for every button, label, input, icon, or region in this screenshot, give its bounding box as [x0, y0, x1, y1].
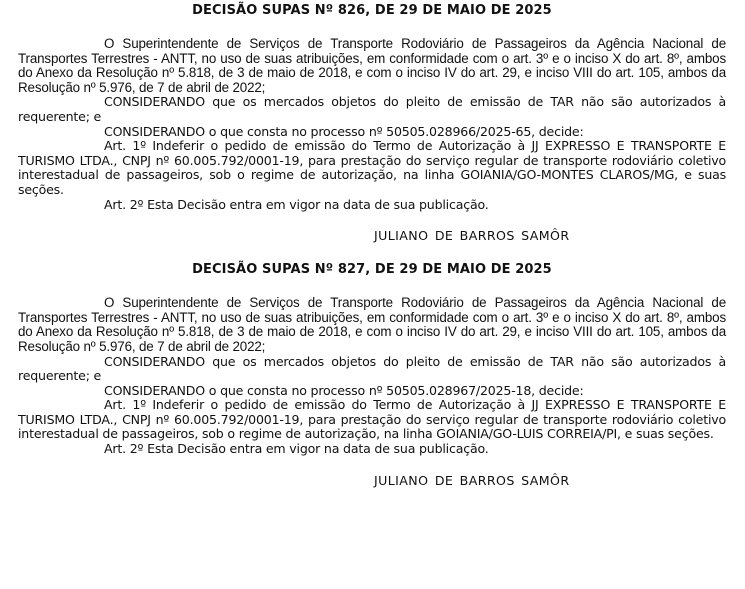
article-1: Art. 1º Indeferir o pedido de emissão do Termo de Autorização à JJ EXPRESSO E TRANSPORTE E TURISMO LTDA., CNPJ nº 60.005.792/0001-19, para prestação do serviço regular de transporte rodoviário coletivo interestadual de passageiros, sob o regime de autorização, na linha GOIANIA/GO-MONTES CLAROS/MG, e suas seções. [18, 138, 726, 197]
decision-preamble: O Superintendente de Serviços de Transporte Rodoviário de Passageiros da Agência Nacional de Transportes Terrestres - ANTT, no uso de suas atribuições, em conformidade com o art. 3º e o inciso X do art. 8º, ambos do Anexo da Resolução nº 5.818, de 3 de maio de 2018, e com o inciso IV do art. 29, e inciso VIII do art. 105, ambos da Resolução nº 5.976, de 7 de abril de 2022; [18, 295, 726, 354]
decision-827 [18, 261, 726, 488]
decision-826 [18, 2, 726, 243]
considerando-markets: CONSIDERANDO que os mercados objetos do pleito de emissão de TAR não são autorizados à requerente; e [18, 353, 726, 384]
signature: JULIANO DE BARROS SAMÔR [374, 472, 570, 488]
signature: JULIANO DE BARROS SAMÔR [374, 228, 570, 244]
considerando-markets: CONSIDERANDO que os mercados objetos do pleito de emissão de TAR não são autorizados à requerente; e [18, 94, 726, 124]
considerando-process: CONSIDERANDO o que consta no processo nº 50505.028966/2025-65, decide: [104, 123, 584, 139]
article-2: Art. 2º Esta Decisão entra em vigor na data de sua publicação. [104, 196, 489, 212]
decision-title: DECISÃO SUPAS Nº 826, DE 29 DE MAIO DE 2025 [192, 3, 552, 18]
considerando-process: CONSIDERANDO o que consta no processo nº 50505.028967/2025-18, decide: [104, 382, 584, 398]
article-1: Art. 1º Indeferir o pedido de emissão do Termo de Autorização à JJ EXPRESSO E TRANSPORTE E TURISMO LTDA., CNPJ nº 60.005.792/0001-19, para prestação do serviço regular de transporte rodoviário coletivo interestadual de passageiros, sob o regime de autorização, na linha GOIANIA/GO-LUIS CORREIA/PI, e suas seções. [18, 397, 726, 442]
document-page [18, 2, 726, 488]
decision-preamble: O Superintendente de Serviços de Transporte Rodoviário de Passageiros da Agência Nacional de Transportes Terrestres - ANTT, no uso de suas atribuições, em conformidade com o art. 3º e o inciso X do art. 8º, ambos do Anexo da Resolução nº 5.818, de 3 de maio de 2018, e com o inciso IV do art. 29, e inciso VIII do art. 105, ambos da Resolução nº 5.976, de 7 de abril de 2022; [18, 36, 726, 95]
decision-title: DECISÃO SUPAS Nº 827, DE 29 DE MAIO DE 2025 [192, 262, 552, 278]
article-2: Art. 2º Esta Decisão entra em vigor na data de sua publicação. [104, 441, 489, 457]
